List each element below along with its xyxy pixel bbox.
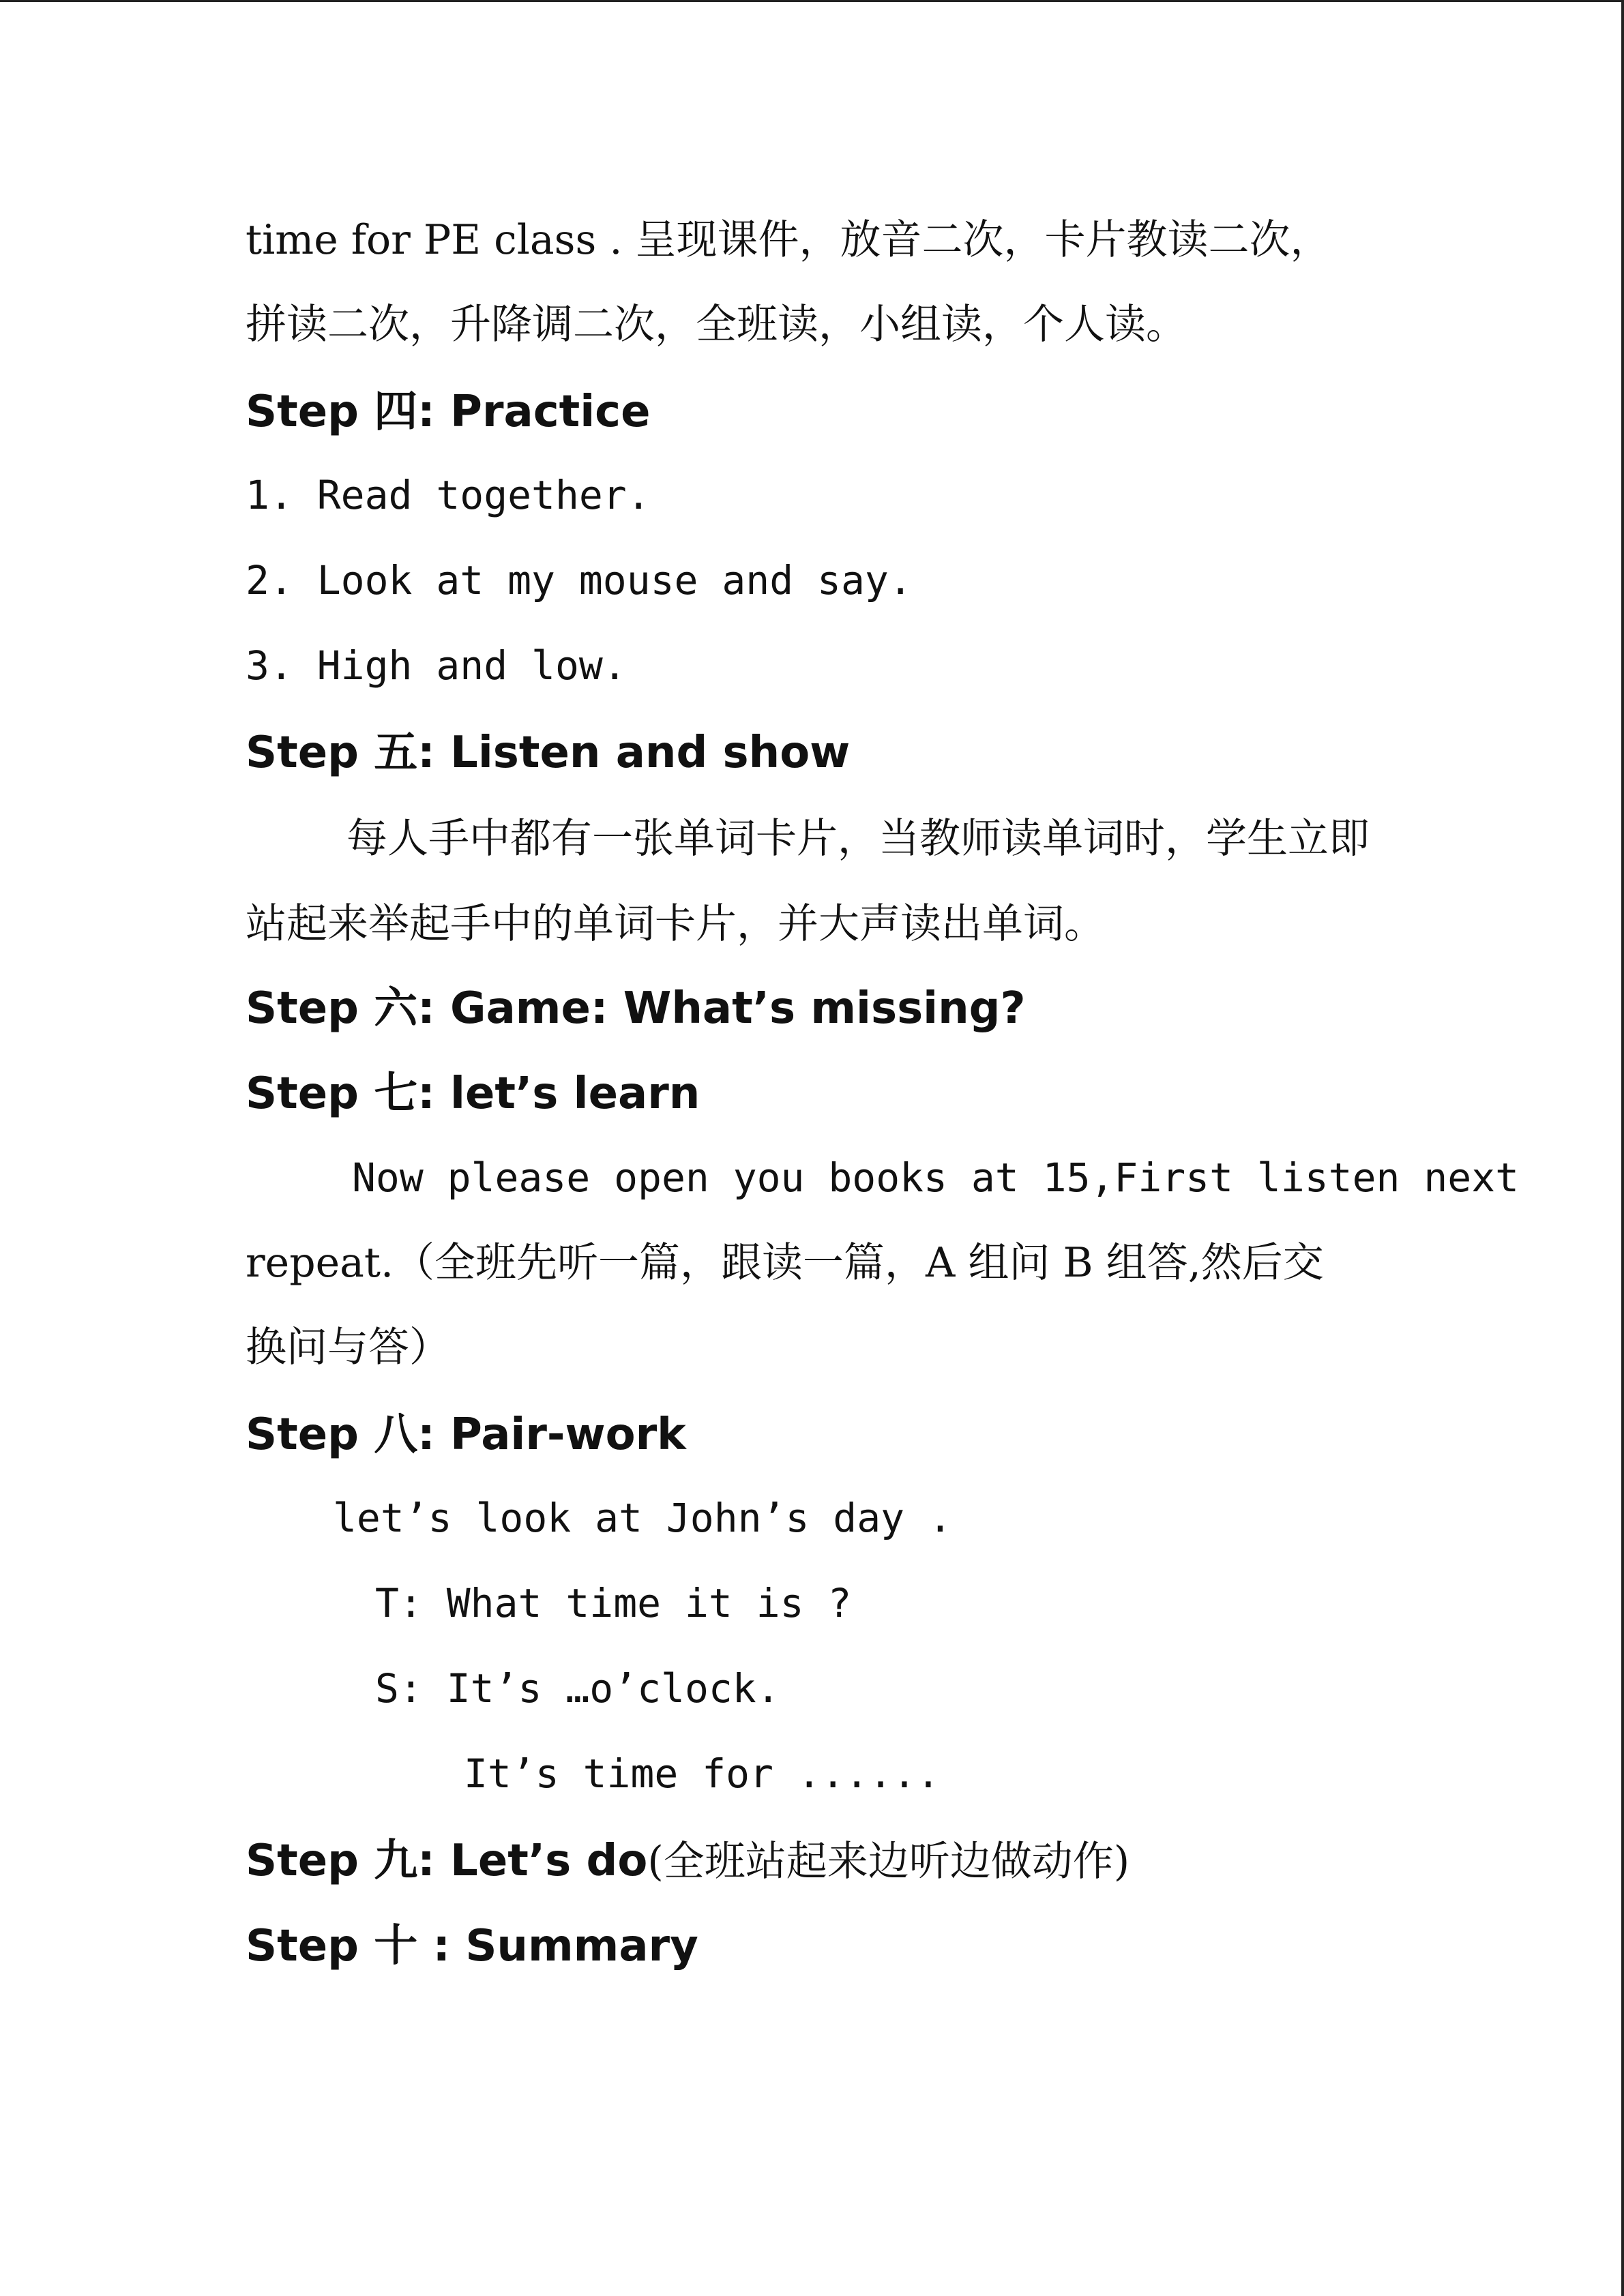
step4-heading: Step 四: Practice	[246, 387, 651, 437]
page-right-border	[1621, 0, 1624, 2296]
step9-note: (全班站起来边听边做动作)	[647, 1838, 1130, 1885]
step5-line-1: 每人手中都有一张单词卡片，当教师读单词时，学生立即	[346, 815, 1370, 863]
step6-heading: Step 六: Game: What’s missing?	[246, 983, 1026, 1034]
step9-heading	[246, 1836, 1130, 1886]
step8-line-1: let’s look at John’s day .	[333, 1495, 952, 1541]
step7-heading: Step 七: let’s learn	[246, 1069, 700, 1119]
step4-item-1: 1. Read together.	[246, 472, 651, 518]
step4-item-3: 3. High and low.	[246, 642, 627, 689]
step7-line-2: repeat.（全班先听一篇，跟读一篇，A 组问 B 组答,然后交	[246, 1239, 1324, 1287]
step9-heading-text: Step 九: Let’s do	[246, 1836, 648, 1886]
step10-heading: Step 十 : Summary	[246, 1921, 698, 1971]
step8-line-2: T: What time it is ?	[375, 1580, 852, 1626]
step8-line-4: It’s time for ......	[464, 1750, 941, 1797]
step7-line-1: Now please open you books at 15,First listen next	[352, 1154, 1520, 1201]
step8-line-3: S: It’s …o’clock.	[375, 1665, 780, 1712]
intro-line-2: 拼读二次，升降调二次，全班读，小组读，个人读。	[246, 301, 1187, 348]
intro-line-1: time for PE class . 呈现课件，放音二次，卡片教读二次，	[246, 216, 1331, 264]
step4-item-2: 2. Look at my mouse and say.	[246, 557, 913, 603]
step8-heading: Step 八: Pair-work	[246, 1410, 686, 1460]
step7-line-3: 换问与答）	[246, 1324, 450, 1371]
page-top-border	[0, 0, 1624, 2]
step5-line-2: 站起来举起手中的单词卡片，并大声读出单词。	[246, 900, 1105, 948]
step5-heading: Step 五: Listen and show	[246, 728, 851, 778]
